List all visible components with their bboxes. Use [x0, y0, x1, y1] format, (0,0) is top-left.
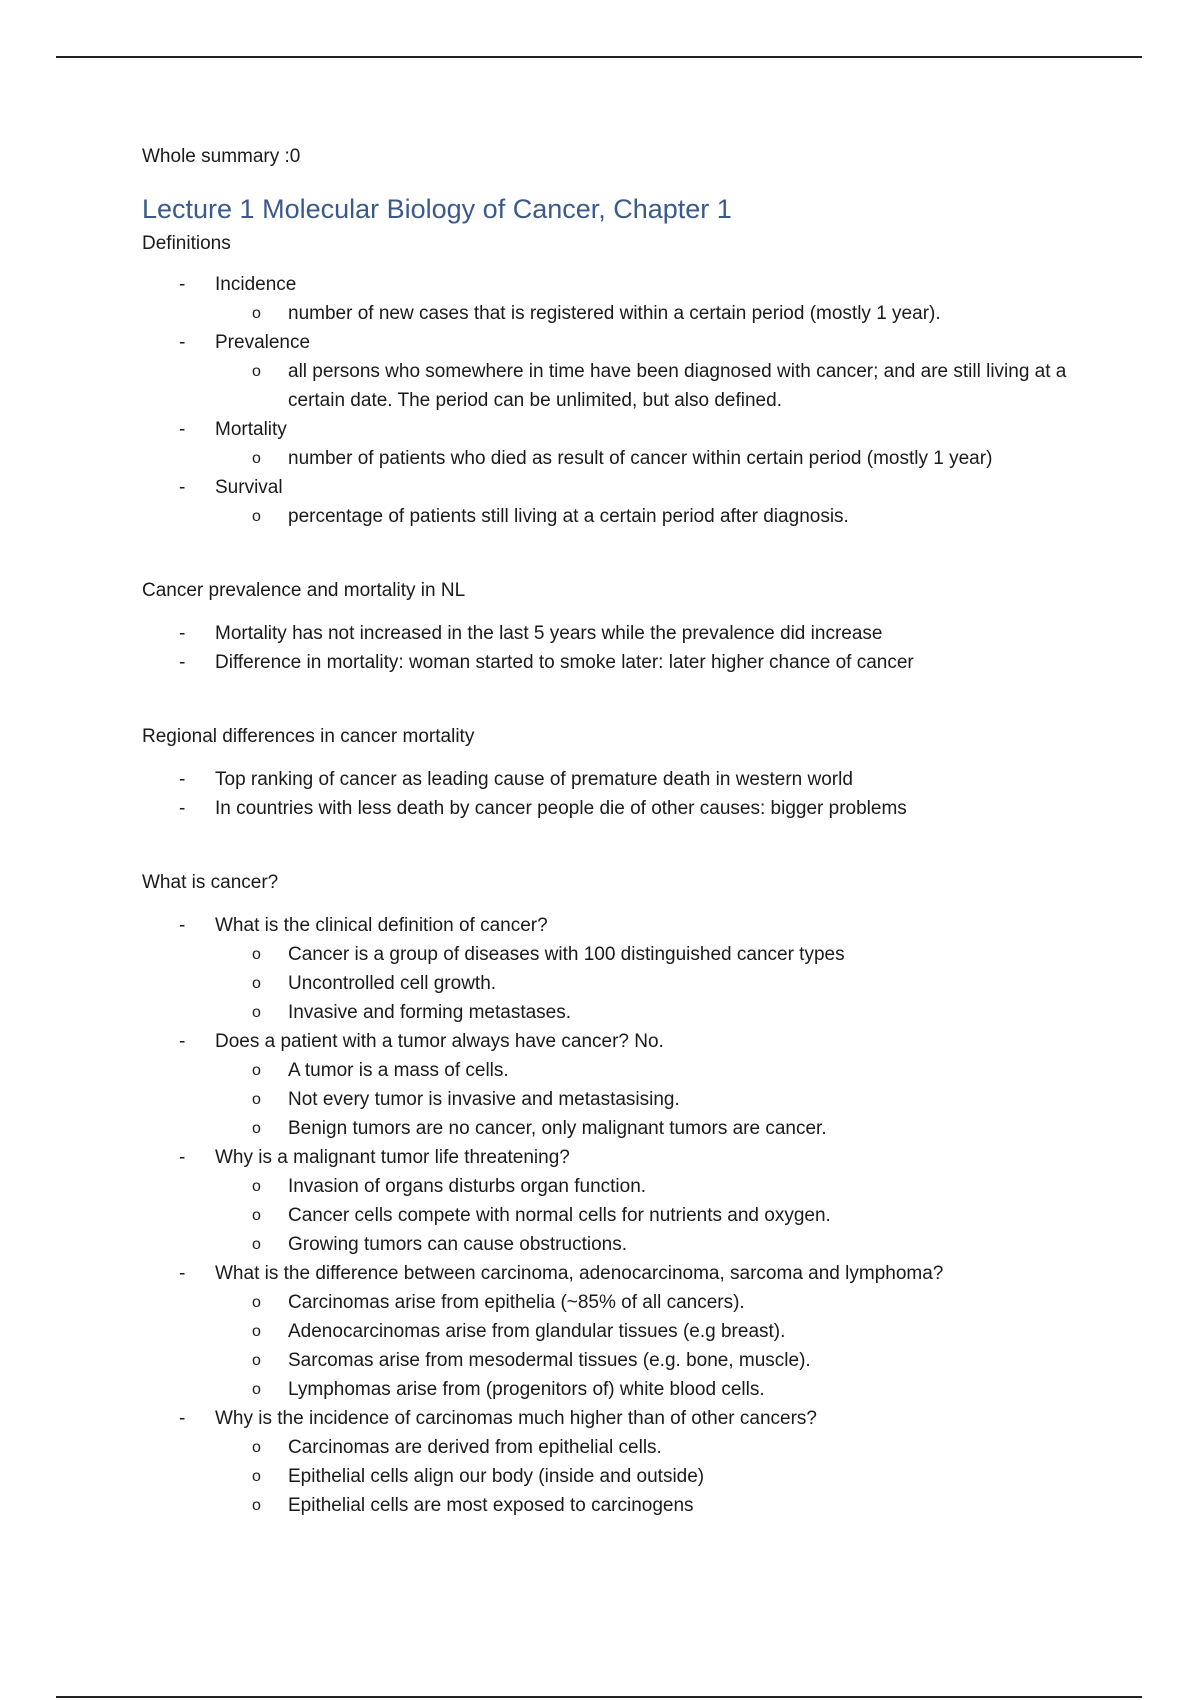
intro-text: Whole summary :0 [142, 146, 301, 167]
list-item [142, 1404, 1102, 1520]
sub-list-item-text: percentage of patients still living at a certain period after diagnosis. [288, 506, 849, 527]
sub-list-item-text: Growing tumors can cause obstructions. [288, 1234, 627, 1255]
list-item [142, 794, 1102, 823]
sub-list [215, 940, 1102, 1027]
sub-list-item [142, 1230, 1102, 1259]
sub-list-item-text: Invasive and forming metastases. [288, 1002, 572, 1023]
sub-list-item-text: Adenocarcinomas arise from glandular tissues (e.g breast). [288, 1321, 786, 1342]
circle-bullet-icon: o [252, 1497, 261, 1514]
sub-list-item-text: Carcinomas are derived from epithelial cells. [288, 1437, 662, 1458]
circle-bullet-icon: o [252, 1294, 261, 1311]
section-spacer [142, 823, 1102, 869]
section-heading: Cancer prevalence and mortality in NL [142, 580, 466, 601]
section-heading: Regional differences in cancer mortality [142, 726, 475, 747]
list-item [142, 1027, 1102, 1143]
sub-list-item [142, 1317, 1102, 1346]
section-spacer [142, 531, 1102, 577]
list-item-text: Why is the incidence of carcinomas much higher than of other cancers? [215, 1408, 817, 1429]
sub-list-item [142, 1462, 1102, 1491]
circle-bullet-icon: o [252, 450, 261, 467]
circle-bullet-icon: o [252, 975, 261, 992]
sub-list-item [142, 299, 1102, 328]
list-item [142, 328, 1102, 415]
list-item [142, 911, 1102, 1027]
circle-bullet-icon: o [252, 946, 261, 963]
list-item-text: Survival [215, 477, 283, 498]
list-item-text: Prevalence [215, 332, 311, 353]
sub-list [215, 1288, 1102, 1404]
sub-list-item [142, 357, 1102, 415]
sub-list [215, 502, 1102, 531]
circle-bullet-icon: o [252, 1352, 261, 1369]
document-body [142, 145, 1102, 1520]
sub-list [215, 1056, 1102, 1143]
list-item-text: What is the clinical definition of cancer? [215, 915, 548, 936]
list-item [142, 619, 1102, 648]
circle-bullet-icon: o [252, 1207, 261, 1224]
circle-bullet-icon: o [252, 1062, 261, 1079]
circle-bullet-icon: o [252, 1381, 261, 1398]
footer-rule [56, 1696, 1142, 1698]
circle-bullet-icon: o [252, 1323, 261, 1340]
circle-bullet-icon: o [252, 1178, 261, 1195]
sub-list-item-text: number of patients who died as result of cancer within certain period (mostly 1 year) [288, 448, 993, 469]
section-spacer [142, 677, 1102, 723]
list-item-text: In countries with less death by cancer people die of other causes: bigger problems [215, 798, 907, 819]
sub-list-item [142, 1201, 1102, 1230]
circle-bullet-icon: o [252, 1004, 261, 1021]
sub-list-item-text: Epithelial cells align our body (inside and outside) [288, 1466, 705, 1487]
circle-bullet-icon: o [252, 508, 261, 525]
lecture-title: Lecture 1 Molecular Biology of Cancer, Chapter 1 [142, 194, 732, 224]
list-item-text: Why is a malignant tumor life threatening? [215, 1147, 570, 1168]
list-item [142, 1259, 1102, 1404]
section-heading: Definitions [142, 233, 231, 254]
sub-list-item [142, 940, 1102, 969]
list-item-text: What is the difference between carcinoma, adenocarcinoma, sarcoma and lymphoma? [215, 1263, 944, 1284]
list-item-text: Does a patient with a tumor always have cancer? No. [215, 1031, 664, 1052]
circle-bullet-icon: o [252, 1091, 261, 1108]
list-item-text: Mortality has not increased in the last 5 years while the prevalence did increase [215, 623, 883, 644]
bullet-list [142, 765, 1102, 823]
list-item-text: Incidence [215, 274, 297, 295]
list-item-text: Top ranking of cancer as leading cause of premature death in western world [215, 769, 853, 790]
sub-list-item-text: all persons who somewhere in time have been diagnosed with cancer; and are still living at a certain date. The period can be unlimited, but also defined. [288, 361, 1067, 411]
circle-bullet-icon: o [252, 1439, 261, 1456]
sub-list-item [142, 1375, 1102, 1404]
sub-list [215, 1433, 1102, 1520]
circle-bullet-icon: o [252, 1120, 261, 1137]
circle-bullet-icon: o [252, 1236, 261, 1253]
sub-list-item-text: Epithelial cells are most exposed to carcinogens [288, 1495, 694, 1516]
sub-list-item-text: Benign tumors are no cancer, only malignant tumors are cancer. [288, 1118, 827, 1139]
list-item [142, 473, 1102, 531]
list-item-text: Difference in mortality: woman started to smoke later: later higher chance of cancer [215, 652, 914, 673]
header-rule [56, 56, 1142, 58]
sub-list-item-text: Carcinomas arise from epithelia (~85% of all cancers). [288, 1292, 745, 1313]
sub-list-item [142, 1085, 1102, 1114]
sub-list-item-text: Uncontrolled cell growth. [288, 973, 497, 994]
sub-list-item-text: Sarcomas arise from mesodermal tissues (e.g. bone, muscle). [288, 1350, 811, 1371]
sub-list-item [142, 1056, 1102, 1085]
circle-bullet-icon: o [252, 1468, 261, 1485]
sub-list [215, 444, 1102, 473]
sub-list-item [142, 998, 1102, 1027]
circle-bullet-icon: o [252, 363, 261, 380]
sub-list [215, 299, 1102, 328]
sub-list-item [142, 502, 1102, 531]
sub-list-item [142, 444, 1102, 473]
sub-list [215, 357, 1102, 415]
sub-list-item-text: Invasion of organs disturbs organ function. [288, 1176, 647, 1197]
bullet-list [142, 911, 1102, 1520]
sub-list-item-text: Cancer cells compete with normal cells for nutrients and oxygen. [288, 1205, 831, 1226]
list-item [142, 415, 1102, 473]
sub-list-item [142, 1288, 1102, 1317]
sub-list-item-text: Not every tumor is invasive and metastasising. [288, 1089, 680, 1110]
list-item [142, 1143, 1102, 1259]
sub-list [215, 1172, 1102, 1259]
section-heading: What is cancer? [142, 872, 279, 893]
sub-list-item [142, 969, 1102, 998]
list-item [142, 648, 1102, 677]
bullet-list [142, 270, 1102, 531]
bullet-list [142, 619, 1102, 677]
sub-list-item-text: Lymphomas arise from (progenitors of) white blood cells. [288, 1379, 765, 1400]
sub-list-item [142, 1433, 1102, 1462]
list-item [142, 765, 1102, 794]
list-item [142, 270, 1102, 328]
sub-list-item-text: Cancer is a group of diseases with 100 distinguished cancer types [288, 944, 845, 965]
sub-list-item [142, 1346, 1102, 1375]
sub-list-item [142, 1114, 1102, 1143]
list-item-text: Mortality [215, 419, 287, 440]
sub-list-item-text: A tumor is a mass of cells. [288, 1060, 509, 1081]
sub-list-item [142, 1491, 1102, 1520]
circle-bullet-icon: o [252, 305, 261, 322]
sub-list-item-text: number of new cases that is registered within a certain period (mostly 1 year). [288, 303, 941, 324]
sections-container [142, 230, 1102, 1520]
sub-list-item [142, 1172, 1102, 1201]
